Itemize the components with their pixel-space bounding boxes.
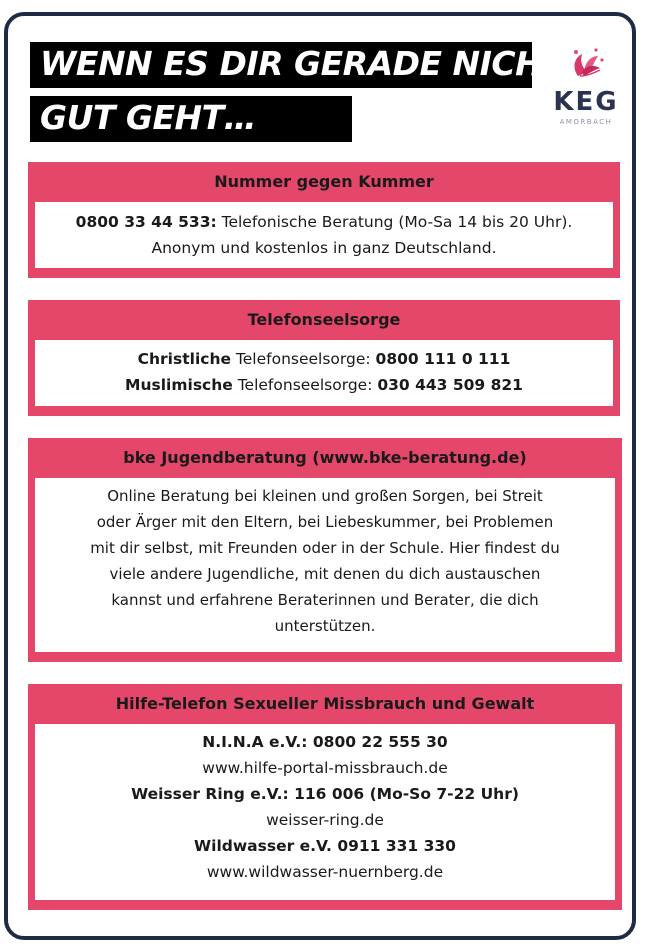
body-line: mit dir selbst, mit Freunden oder in der Schule. Hier findest du — [90, 539, 560, 557]
label-text: Telefonseelsorge: — [232, 376, 378, 394]
logo-subtitle: AMORBACH — [559, 118, 613, 126]
label-bold: Christliche — [137, 350, 231, 368]
section-nummer-gegen-kummer — [28, 162, 620, 278]
flower-icon — [566, 46, 606, 82]
label-text: Telefonseelsorge: — [231, 350, 376, 368]
link-wildwasser[interactable]: www.wildwasser-nuernberg.de — [206, 863, 444, 881]
phone-number: 0800 33 44 533: — [75, 213, 217, 231]
section-hilfe-telefon — [28, 684, 622, 910]
section-body — [35, 724, 615, 900]
section-heading: Hilfe-Telefon Sexueller Missbrauch und Gewalt — [115, 694, 535, 713]
section-telefonseelsorge — [28, 300, 620, 416]
body-text: Anonym und kostenlos in ganz Deutschland. — [151, 239, 497, 257]
section-bke-jugendberatung — [28, 438, 622, 662]
section-heading: Nummer gegen Kummer — [214, 172, 434, 191]
contact-nina: N.I.N.A e.V.: 0800 22 555 30 — [202, 733, 448, 751]
link-nina[interactable]: www.hilfe-portal-missbrauch.de — [202, 759, 448, 777]
phone-number: 0800 111 0 111 — [375, 350, 511, 368]
body-line: Online Beratung bei kleinen und großen Sorgen, bei Streit — [107, 487, 543, 505]
title-line-2: GUT GEHT… — [30, 96, 352, 142]
section-body — [35, 340, 613, 406]
section-heading: bke Jugendberatung (www.bke-beratung.de) — [123, 448, 527, 467]
section-heading: Telefonseelsorge — [247, 310, 401, 329]
contact-wildwasser: Wildwasser e.V. 0911 331 330 — [194, 837, 456, 855]
link-weisser-ring[interactable]: weisser-ring.de — [266, 811, 384, 829]
section-body — [35, 202, 613, 268]
label-bold: Muslimische — [125, 376, 233, 394]
title-line-1: WENN ES DIR GERADE NICHT — [30, 42, 532, 88]
section-body — [35, 478, 615, 652]
body-line: oder Ärger mit den Eltern, bei Liebeskummer, bei Problemen — [96, 513, 554, 531]
body-line: kannst und erfahrene Beraterinnen und Berater, die dich — [111, 591, 539, 609]
keg-logo — [544, 46, 628, 136]
logo-text: KEG — [553, 87, 619, 117]
contact-weisser-ring: Weisser Ring e.V.: 116 006 (Mo-So 7-22 Uhr) — [131, 785, 519, 803]
body-line: viele andere Jugendliche, mit denen du dich austauschen — [109, 565, 541, 583]
body-line: unterstützen. — [274, 617, 376, 635]
phone-number: 030 443 509 821 — [377, 376, 523, 394]
body-text: Telefonische Beratung (Mo-Sa 14 bis 20 Uhr). — [216, 213, 573, 231]
